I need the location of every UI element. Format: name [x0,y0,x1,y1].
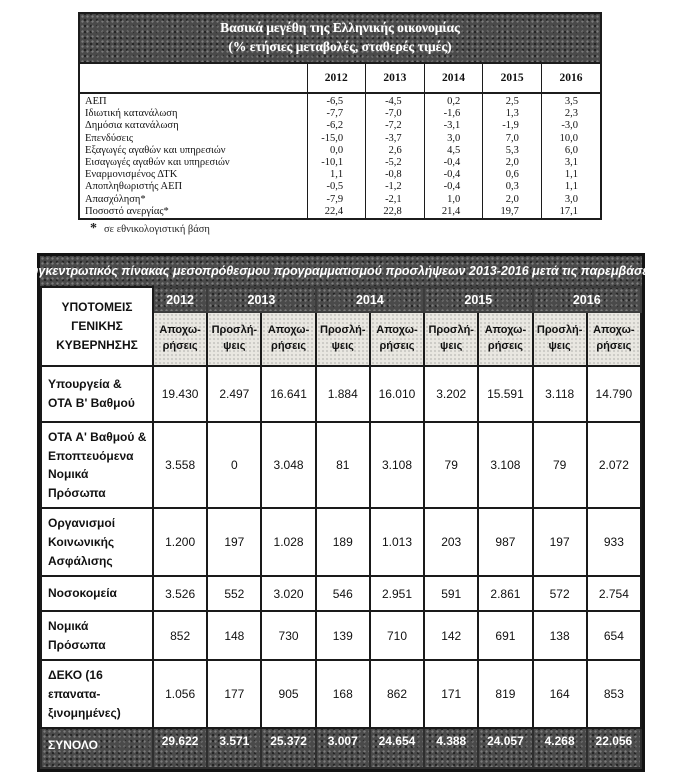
hiring-value: 189 [316,508,370,576]
hiring-value: 546 [316,576,370,611]
hiring-value: 3.048 [261,422,315,508]
table-row [41,576,641,611]
total-value: 29.622 [153,728,207,768]
hiring-subheader: Αποχω-ρήσεις [478,312,532,366]
hiring-value: 1.028 [261,508,315,576]
hiring-value: 3.020 [261,576,315,611]
hiring-table-title: Συγκεντρωτικός πίνακας μεσοπρόθεσμου προγραμματισμού προσλήψεων 2013-2016 μετά τις παρεμβάσεις [40,256,642,286]
footnote [90,221,210,237]
hiring-value: 138 [533,611,587,660]
economy-row-label: Δημόσια κατανάλωση [85,120,179,132]
economy-value: -0,4 [424,157,483,169]
economy-empty-corner [80,64,307,93]
total-value: 24.057 [478,728,532,768]
economy-value: -3,7 [366,133,425,145]
sector-label: Οργανισμοί Κοινωνικής Ασφάλισης [41,508,153,576]
table-row [80,157,600,169]
hiring-value: 79 [424,422,478,508]
economy-row-label: Απασχόληση* [85,193,146,205]
economy-year-header: 2014 [424,64,483,93]
economy-value: 6,0 [541,145,600,157]
economy-value: 1,3 [483,108,542,120]
hiring-value: 2.072 [587,422,641,508]
table-row [41,660,641,728]
economy-value: -6,5 [307,93,366,108]
hiring-value: 1.200 [153,508,207,576]
table-row [41,366,641,422]
economy-year-header: 2013 [366,64,425,93]
economy-value: -1,9 [483,120,542,132]
economy-value: -7,9 [307,194,366,206]
economy-value: -0,4 [424,181,483,193]
economy-value: 3,0 [424,133,483,145]
total-value: 25.372 [261,728,315,768]
economy-value: 3,0 [541,194,600,206]
economy-value: 1,0 [424,194,483,206]
economy-value: 21,4 [424,206,483,218]
total-value: 4.388 [424,728,478,768]
table-row [80,181,600,193]
hiring-subheader: Αποχω-ρήσεις [587,312,641,366]
footnote-asterisk: * [90,221,97,236]
economy-value: 0,0 [307,145,366,157]
table-row [41,422,641,508]
hiring-subheader: Αποχω-ρήσεις [261,312,315,366]
hiring-value: 3.558 [153,422,207,508]
economy-value: 2,0 [483,157,542,169]
hiring-value: 3.108 [478,422,532,508]
table-row [80,108,600,120]
economy-value: 1,1 [541,169,600,181]
hiring-value: 168 [316,660,370,728]
hiring-value: 862 [370,660,424,728]
hiring-subheader: Προσλή-ψεις [207,312,261,366]
hiring-value: 591 [424,576,478,611]
hiring-value: 2.754 [587,576,641,611]
total-value: 24.654 [370,728,424,768]
economy-value: 22,8 [366,206,425,218]
hiring-year-header: 2013 [207,287,315,312]
hiring-subheader: Προσλή-ψεις [424,312,478,366]
total-value: 22.056 [587,728,641,768]
economy-value: 2,3 [541,108,600,120]
hiring-value: 1.056 [153,660,207,728]
table-row [80,194,600,206]
economy-table [78,12,602,220]
hiring-subheader: Προσλή-ψεις [316,312,370,366]
economy-year-header-row [80,64,600,93]
economy-value: -3,0 [541,120,600,132]
hiring-value: 730 [261,611,315,660]
economy-row-label: Εξαγωγές αγαθών και υπηρεσιών [85,144,226,156]
economy-value: -15,0 [307,133,366,145]
hiring-value: 3.202 [424,366,478,422]
economy-title-line2: (% ετήσιες μεταβολές, σταθερές τιμές) [228,39,452,54]
hiring-subheader: Προσλή-ψεις [533,312,587,366]
hiring-value: 2.861 [478,576,532,611]
economy-value: 5,3 [483,145,542,157]
hiring-corner-header: ΥΠΟΤΟΜΕΙΣ ΓΕΝΙΚΗΣ ΚΥΒΕΡΝΗΣΗΣ [41,287,153,366]
economy-year-header: 2012 [307,64,366,93]
hiring-value: 19.430 [153,366,207,422]
hiring-value: 933 [587,508,641,576]
economy-row-label: Εναρμονισμένος ΔΤΚ [85,169,178,181]
economy-value: -10,1 [307,157,366,169]
table-row [80,145,600,157]
economy-value: 2,6 [366,145,425,157]
economy-value: 10,0 [541,133,600,145]
economy-row-label: Αποπληθωριστής ΑΕΠ [85,181,183,193]
hiring-value: 3.526 [153,576,207,611]
economy-value: -7,2 [366,120,425,132]
footnote-text: σε εθνικολογιστική βάση [104,224,210,235]
hiring-year-header: 2014 [316,287,424,312]
total-value: 4.268 [533,728,587,768]
economy-value: 3,5 [541,93,600,108]
economy-value: 4,5 [424,145,483,157]
hiring-value: 853 [587,660,641,728]
total-value: 3.571 [207,728,261,768]
hiring-value: 1.884 [316,366,370,422]
hiring-value: 819 [478,660,532,728]
economy-value: 0,3 [483,181,542,193]
hiring-value: 2.951 [370,576,424,611]
hiring-value: 197 [533,508,587,576]
hiring-year-header: 2015 [424,287,532,312]
economy-value: -7,0 [366,108,425,120]
hiring-value: 3.108 [370,422,424,508]
hiring-value: 905 [261,660,315,728]
economy-value: -0,4 [424,169,483,181]
hiring-value: 81 [316,422,370,508]
economy-year-header: 2015 [483,64,542,93]
total-row [41,728,641,768]
table-row [80,120,600,132]
economy-value: 22,4 [307,206,366,218]
hiring-value: 0 [207,422,261,508]
economy-year-header: 2016 [541,64,600,93]
hiring-subheader: Αποχω-ρήσεις [370,312,424,366]
economy-value: 17,1 [541,206,600,218]
economy-grid [80,64,600,218]
hiring-value: 203 [424,508,478,576]
hiring-grid [40,286,642,769]
sector-label: Νοσοκομεία [41,576,153,611]
sector-label: Υπουργεία & ΟΤΑ Β' Βαθμού [41,366,153,422]
table-row [80,206,600,218]
economy-row-label: Ποσοστό ανεργίας* [85,205,169,217]
sector-label: Νομικά Πρόσωπα [41,611,153,660]
hiring-value: 177 [207,660,261,728]
economy-row-label: ΑΕΠ [85,96,107,107]
economy-value: -6,2 [307,120,366,132]
hiring-value: 142 [424,611,478,660]
table-row [80,169,600,181]
hiring-value: 14.790 [587,366,641,422]
economy-value: -2,1 [366,194,425,206]
economy-value: 7,0 [483,133,542,145]
hiring-value: 164 [533,660,587,728]
economy-value: 1,1 [307,169,366,181]
economy-value: -3,1 [424,120,483,132]
hiring-year-header: 2016 [533,287,641,312]
economy-row-label: Επενδύσεις [85,132,134,144]
hiring-value: 79 [533,422,587,508]
hiring-value: 3.118 [533,366,587,422]
hiring-value: 1.013 [370,508,424,576]
hiring-value: 691 [478,611,532,660]
hiring-year-header-row [41,287,641,312]
economy-value: -5,2 [366,157,425,169]
hiring-value: 148 [207,611,261,660]
total-value: 3.007 [316,728,370,768]
sector-label: ΔΕΚΟ (16 επανατα-ξινομημένες) [41,660,153,728]
economy-value: -0,8 [366,169,425,181]
total-label: ΣΥΝΟΛΟ [41,728,153,768]
hiring-value: 654 [587,611,641,660]
hiring-value: 16.010 [370,366,424,422]
economy-value: 3,1 [541,157,600,169]
economy-row-label: Εισαγωγές αγαθών και υπηρεσιών [85,157,230,169]
economy-value: -1,6 [424,108,483,120]
table-row [41,611,641,660]
hiring-value: 139 [316,611,370,660]
economy-value: -0,5 [307,181,366,193]
table-row [80,133,600,145]
hiring-value: 16.641 [261,366,315,422]
economy-value: 2,0 [483,194,542,206]
hiring-value: 15.591 [478,366,532,422]
economy-table-title [80,14,600,64]
economy-value: 0,6 [483,169,542,181]
economy-value: -1,2 [366,181,425,193]
sector-label: ΟΤΑ Α' Βαθμού & Εποπτευόμενα Νομικά Πρόσωπα [41,422,153,508]
hiring-value: 572 [533,576,587,611]
hiring-value: 987 [478,508,532,576]
economy-value: -7,7 [307,108,366,120]
economy-value: 2,5 [483,93,542,108]
table-row [80,93,600,108]
economy-value: 19,7 [483,206,542,218]
hiring-value: 710 [370,611,424,660]
economy-value: 1,1 [541,181,600,193]
hiring-value: 171 [424,660,478,728]
hiring-value: 2.497 [207,366,261,422]
hiring-year-header: 2012 [153,287,207,312]
hiring-table [23,253,659,772]
economy-title-line1: Βασικά μεγέθη της Ελληνικής οικονομίας [220,20,460,36]
economy-value: 0,2 [424,93,483,108]
economy-value: -4,5 [366,93,425,108]
hiring-value: 552 [207,576,261,611]
table-row [41,508,641,576]
hiring-value: 197 [207,508,261,576]
hiring-subheader: Αποχω-ρήσεις [153,312,207,366]
economy-row-label: Ιδιωτική κατανάλωση [85,108,178,120]
hiring-value: 852 [153,611,207,660]
